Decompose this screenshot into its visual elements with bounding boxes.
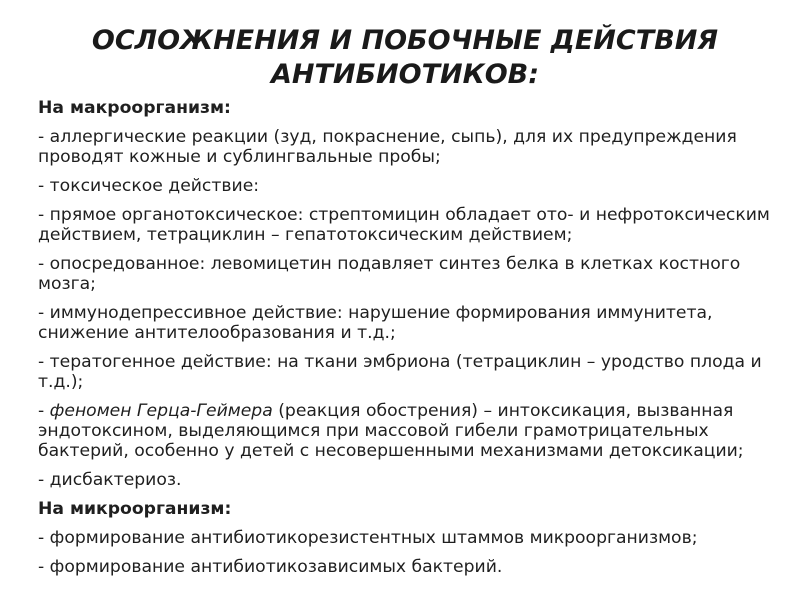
slide-body <box>38 98 798 586</box>
list-item-line <box>38 401 798 421</box>
list-item-line: снижение антителообразования и т.д.; <box>38 323 396 343</box>
list-item-prefix: - <box>38 401 50 421</box>
list-item-immunosuppressive <box>38 303 798 343</box>
list-item-line: бактерий, особенно у детей с несовершенными механизмами детоксикации; <box>38 441 744 461</box>
list-item-line: т.д.); <box>38 372 84 392</box>
list-item-line: - опосредованное: левомицетин подавляет синтез белка в клетках костного <box>38 254 741 274</box>
list-item-allergic <box>38 127 798 167</box>
list-item-resistant-strains <box>38 528 798 548</box>
list-item-rest: (реакция обострения) – интоксикация, вызванная <box>272 401 734 421</box>
herxheimer-term: феномен Герца-Геймера <box>49 401 273 421</box>
list-item-line: - иммунодепрессивное действие: нарушение формирования иммунитета, <box>38 303 713 323</box>
list-item-line: проводят кожные и сублингвальные пробы; <box>38 147 441 167</box>
list-item-line: - дисбактериоз. <box>38 470 182 490</box>
list-item-line: - формирование антибиотикорезистентных штаммов микроорганизмов; <box>38 528 698 548</box>
section-heading-macroorganism: На макроорганизм: <box>38 98 231 118</box>
list-item-direct-organotoxic <box>38 205 798 245</box>
list-item-line: действием, тетрациклин – гепатотоксическим действием; <box>38 225 573 245</box>
slide-title-line-2: АНТИБИОТИКОВ: <box>270 59 540 90</box>
list-item-line: мозга; <box>38 274 96 294</box>
list-item-indirect <box>38 254 798 294</box>
slide-title <box>60 24 750 92</box>
list-item-line: эндотоксином, выделяющимся при массовой гибели грамотрицательных <box>38 421 709 441</box>
list-item-herxheimer <box>38 401 798 461</box>
section-heading-microorganism: На микроорганизм: <box>38 499 232 519</box>
list-item-line: - формирование антибиотикозависимых бактерий. <box>38 557 503 577</box>
list-item-dysbacteriosis <box>38 470 798 490</box>
list-item-line: - тератогенное действие: на ткани эмбриона (тетрациклин – уродство плода и <box>38 352 762 372</box>
list-item-line: - токсическое действие: <box>38 176 260 196</box>
list-item-teratogenic <box>38 352 798 392</box>
list-item-toxic <box>38 176 798 196</box>
list-item-line: - аллергические реакции (зуд, покраснение, сыпь), для их предупреждения <box>38 127 737 147</box>
list-item-line: - прямое органотоксическое: стрептомицин обладает ото- и нефротоксическим <box>38 205 770 225</box>
list-item-dependent-bacteria <box>38 557 798 577</box>
slide-title-line-1: ОСЛОЖНЕНИЯ И ПОБОЧНЫЕ ДЕЙСТВИЯ <box>91 25 719 56</box>
